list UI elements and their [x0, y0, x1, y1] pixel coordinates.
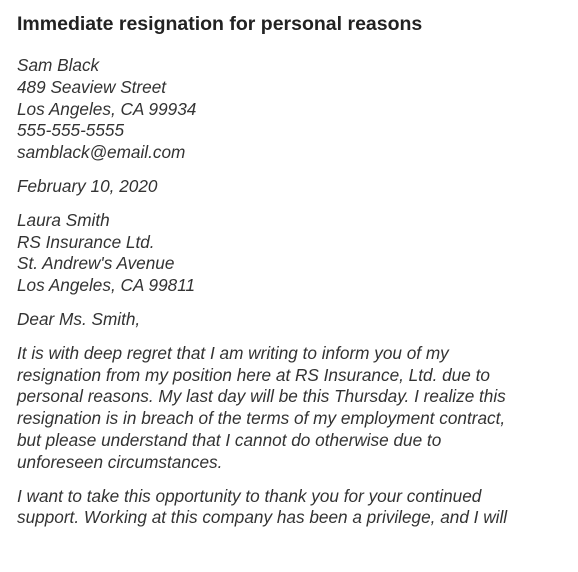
sender-city: Los Angeles, CA 99934 [17, 98, 197, 119]
letter-date [17, 176, 575, 198]
sender-street: 489 Seaview Street [17, 76, 167, 97]
salutation [17, 309, 575, 331]
recipient-company: RS Insurance Ltd. [17, 231, 155, 252]
sender-email: samblack@email.com [17, 142, 186, 163]
letter-title: Immediate resignation for personal reasons [17, 13, 423, 35]
paragraph-line: but please understand that I cannot do otherwise due to [17, 429, 442, 450]
recipient-street: St. Andrew's Avenue [17, 253, 175, 274]
paragraph-line: It is with deep regret that I am writing to inform you of my [17, 342, 449, 363]
body-paragraph-2 [17, 486, 575, 530]
sender-name: Sam Black [17, 55, 100, 75]
paragraph-line: support. Working at this company has been a privilege, and I will [17, 507, 508, 528]
date-text: February 10, 2020 [17, 175, 158, 196]
recipient-city: Los Angeles, CA 99811 [17, 275, 196, 296]
recipient-name: Laura Smith [17, 209, 110, 230]
paragraph-line: personal reasons. My last day will be this Thursday. I realize this [17, 386, 506, 407]
recipient-address [17, 210, 575, 297]
sender-address [17, 55, 575, 164]
paragraph-line: resignation is in breach of the terms of my employment contract, [17, 408, 506, 429]
paragraph-line: unforeseen circumstances. [17, 451, 223, 472]
letter-document [17, 12, 575, 529]
body-paragraph-1 [17, 343, 575, 474]
paragraph-line: resignation from my position here at RS Insurance, Ltd. due to [17, 364, 490, 385]
paragraph-line: I want to take this opportunity to thank you for your continued [17, 485, 482, 506]
salutation-text: Dear Ms. Smith, [17, 308, 141, 329]
sender-phone: 555-555-5555 [17, 120, 125, 141]
